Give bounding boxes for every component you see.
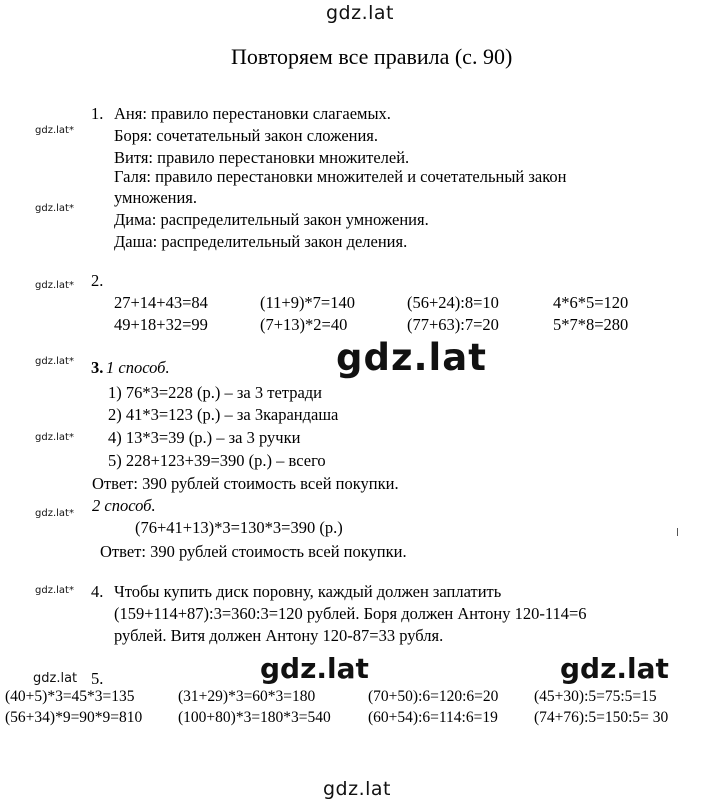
task3-expr2: (76+41+13)*3=130*3=390 (р.) [135,518,343,537]
task1-line: Боря: сочетательный закон сложения. [114,126,379,145]
task1-line: Дима: распределительный закон умножения. [114,210,429,229]
watermark-bottom: gdz.lat [323,778,392,800]
watermark-mid-right: gdz.lat [560,652,669,685]
margin-mark [677,528,678,536]
watermark-side-7: gdz.lat* [35,585,74,596]
watermark-side-5: gdz.lat* [35,432,74,443]
page-title: Повторяем все правила (с. 90) [231,44,513,69]
watermark-big: gdz.lat [336,336,487,379]
task3-number: 3. [91,358,104,377]
watermark-top: gdz.lat [326,2,395,24]
task5-cell: (56+34)*9=90*9=810 [5,709,143,726]
task1-line: Аня: правило перестановки слагаемых. [114,104,391,123]
watermark-side-2: gdz.lat* [35,203,74,214]
task5-cell: (70+50):6=120:6=20 [368,688,499,705]
task3-answer1: Ответ: 390 рублей стоимость всей покупки. [92,474,399,493]
task2-cell: (77+63):7=20 [407,315,499,334]
task5-cell: (100+80)*3=180*3=540 [178,709,331,726]
task5-cell: (40+5)*3=45*3=135 [5,688,135,705]
task2-cell: 5*7*8=280 [553,315,629,334]
task1-line: Даша: распределительный закон деления. [114,232,408,251]
task5-cell: (60+54):6=114:6=19 [368,709,498,726]
task5-number: 5. [91,669,104,688]
task3-step: 5) 228+123+39=390 (р.) – всего [108,451,326,470]
task5-cell: (74+76):5=150:5= 30 [534,709,669,726]
task3-step: 4) 13*3=39 (р.) – за 3 ручки [108,428,301,447]
task2-number: 2. [91,271,104,290]
task4-number: 4. [91,582,104,601]
task3-way2: 2 способ. [92,496,156,515]
task2-cell: (56+24):8=10 [407,293,499,312]
task3-step: 2) 41*3=123 (р.) – за 3карандаша [108,405,339,424]
task2-cell: (11+9)*7=140 [260,293,355,312]
task3-step: 1) 76*3=228 (р.) – за 3 тетради [108,383,323,402]
task2-cell: 4*6*5=120 [553,293,629,312]
watermark-side-1: gdz.lat* [35,125,74,136]
task4-line: (159+114+87):3=360:3=120 рублей. Боря должен Антону 120-114=6 [114,604,587,623]
task2-cell: 27+14+43=84 [114,293,208,312]
watermark-side-3: gdz.lat* [35,280,74,291]
task1-line: умножения. [114,188,198,207]
watermark-mid-left: gdz.lat [260,652,369,685]
task5-cell: (45+30):5=75:5=15 [534,688,657,705]
task1-number: 1. [91,104,104,123]
task3-answer2: Ответ: 390 рублей стоимость всей покупки. [100,542,407,561]
task1-line: Галя: правило перестановки множителей и сочетательный закон [114,167,567,186]
watermark-side-8: gdz.lat [33,671,78,686]
watermark-side-6: gdz.lat* [35,508,74,519]
task2-cell: (7+13)*2=40 [260,315,348,334]
task4-line: рублей. Витя должен Антону 120-87=33 рубля. [114,626,444,645]
watermark-side-4: gdz.lat* [35,356,74,367]
task1-line: Витя: правило перестановки множителей. [114,148,410,167]
task5-cell: (31+29)*3=60*3=180 [178,688,316,705]
task2-cell: 49+18+32=99 [114,315,208,334]
task3-way1: 1 способ. [106,358,170,377]
task4-line: Чтобы купить диск поровну, каждый должен заплатить [114,582,502,601]
